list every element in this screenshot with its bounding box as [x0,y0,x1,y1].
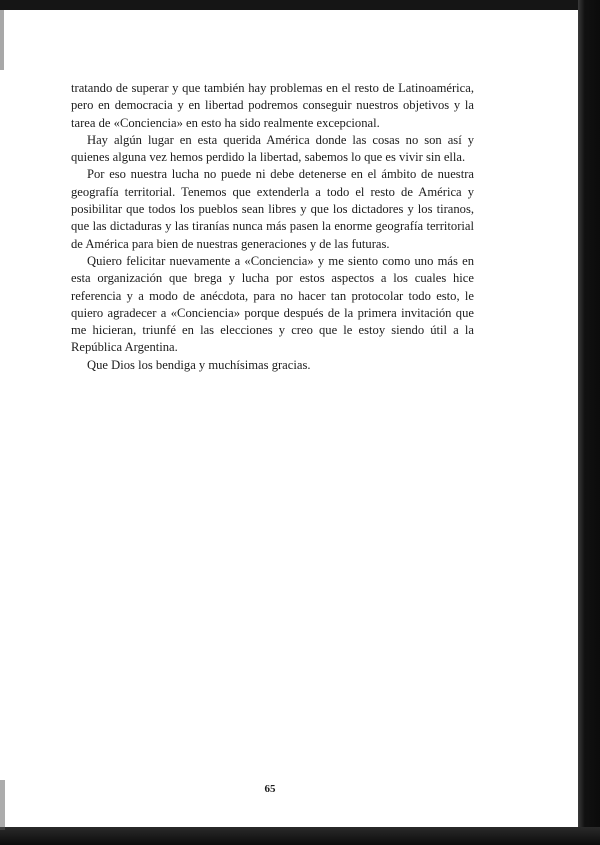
paragraph: Que Dios los bendiga y muchísimas gracias. [87,357,311,372]
scan-border-right [578,0,600,845]
paragraph: tratando de superar y que también hay problemas en el resto de Latinoamérica, pero en democracia y en libertad podremos conseguir nuestros objetivos y la tarea de «Conciencia» en esto ha sido realmente excepcional. [71,81,474,130]
page-number: 65 [264,783,276,795]
scan-border-bottom [0,827,600,845]
page-body [71,80,474,374]
paragraph: Hay algún lugar en esta querida América donde las cosas no son así y quienes alguna vez hemos perdido la libertad, sabemos lo que es vivir sin ella. [71,132,474,165]
paragraph: Quiero felicitar nuevamente a «Conciencia» y me siento como uno más en esta organización que brega y lucha por estos aspectos a los cuales hice referencia y a modo de anécdota, para no hacer tan protocolar todo esto, le quiero agradecer a «Conciencia» porque después de la primera invitación que me hicieran, triunfé en las elecciones y creo que le estoy siendo útil a la República Argentina. [71,253,474,355]
scan-border-top [0,0,600,10]
paragraph: Por eso nuestra lucha no puede ni debe detenerse en el ámbito de nuestra geografía territorial. Tenemos que extenderla a todo el resto de América y posibilitar que todos los pueblos sean libres y que los dictadores y los tiranos, que las dictaduras y las tiranías nunca más pasen la enorme geografía territorial de América para bien de nuestras generaciones y de las futuras. [71,167,474,251]
scan-edge-mark [0,10,4,70]
